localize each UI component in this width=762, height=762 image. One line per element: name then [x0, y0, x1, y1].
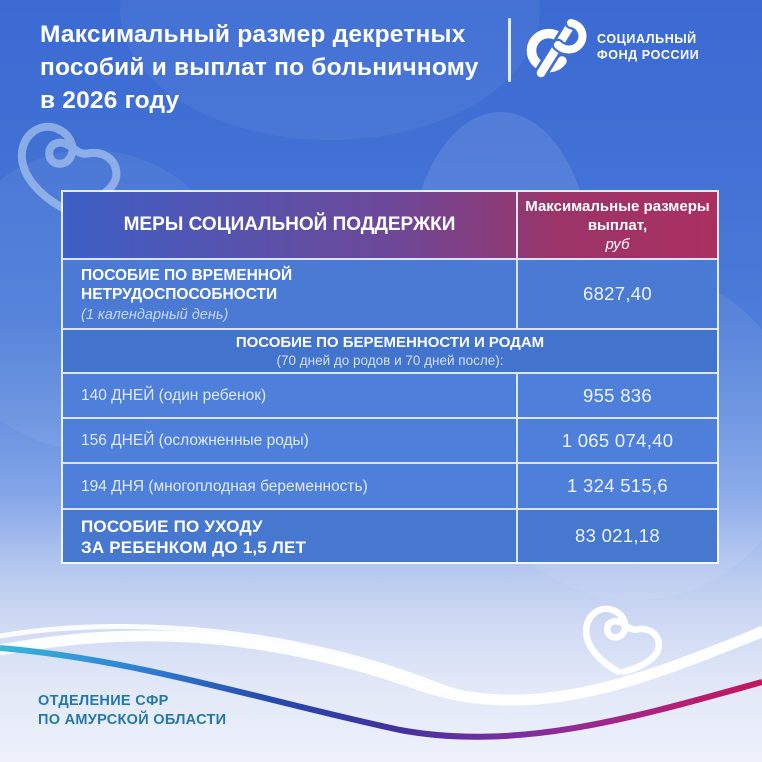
footer-line: ОТДЕЛЕНИЕ СФР: [38, 693, 169, 709]
section-subtitle: (70 дней до родов и 70 дней после):: [276, 353, 504, 368]
table-row: [63, 462, 717, 508]
variant-value: 955 836: [583, 384, 652, 406]
page-title: [40, 18, 520, 117]
table-row: [63, 508, 717, 562]
benefit-label: ПОСОБИЕ ПО ВРЕМЕННОЙ: [81, 266, 293, 284]
benefit-value: 83 021,18: [574, 525, 660, 546]
table-section-row: [63, 328, 717, 372]
table-row: [63, 372, 717, 417]
variant-value: 1 065 074,40: [561, 429, 674, 451]
logo-text-line: ФОНД РОССИИ: [597, 48, 700, 62]
benefits-table: [61, 190, 719, 564]
column-header-measures: МЕРЫ СОЦИАЛЬНОЙ ПОДДЕРЖКИ: [63, 192, 518, 258]
logo-text: [597, 31, 699, 63]
table-row: [63, 258, 717, 328]
title-line: пособий и выплат по больничному: [40, 54, 479, 81]
sfr-logo-icon: [525, 17, 587, 79]
section-title: ПОСОБИЕ ПО БЕРЕМЕННОСТИ И РОДАМ: [235, 334, 545, 351]
variant-label: 156 ДНЕЙ (осложненные роды): [81, 432, 309, 449]
column-header-text: Максимальные размеры выплат,: [525, 197, 710, 234]
logo-divider: [508, 18, 511, 82]
column-header-unit: руб: [605, 235, 630, 253]
sfr-logo: [508, 14, 699, 82]
column-header-max-payments: [518, 192, 717, 258]
table-header-row: [63, 192, 717, 258]
benefit-value: 6827,40: [583, 283, 652, 304]
benefit-note: (1 календарный день): [81, 306, 229, 323]
variant-value: 1 324 515,6: [566, 475, 669, 496]
table-row: [63, 417, 717, 462]
wave-decoration: [0, 590, 762, 762]
footer-line: ПО АМУРСКОЙ ОБЛАСТИ: [38, 712, 227, 728]
title-line: в 2026 году: [40, 87, 180, 114]
footer-branch-name: [38, 692, 226, 730]
benefit-label: ЗА РЕБЕНКОМ ДО 1,5 ЛЕТ: [81, 537, 307, 557]
title-line: Максимальный размер декретных: [40, 21, 466, 48]
benefit-label: ПОСОБИЕ ПО УХОДУ: [81, 516, 263, 536]
benefit-label: НЕТРУДОСПОСОБНОСТИ: [81, 285, 278, 303]
variant-label: 194 ДНЯ (многоплодная беременность): [81, 477, 368, 495]
variant-label: 140 ДНЕЙ (один ребенок): [81, 387, 267, 404]
header: [0, 0, 762, 130]
logo-text-line: СОЦИАЛЬНЫЙ: [597, 32, 697, 46]
